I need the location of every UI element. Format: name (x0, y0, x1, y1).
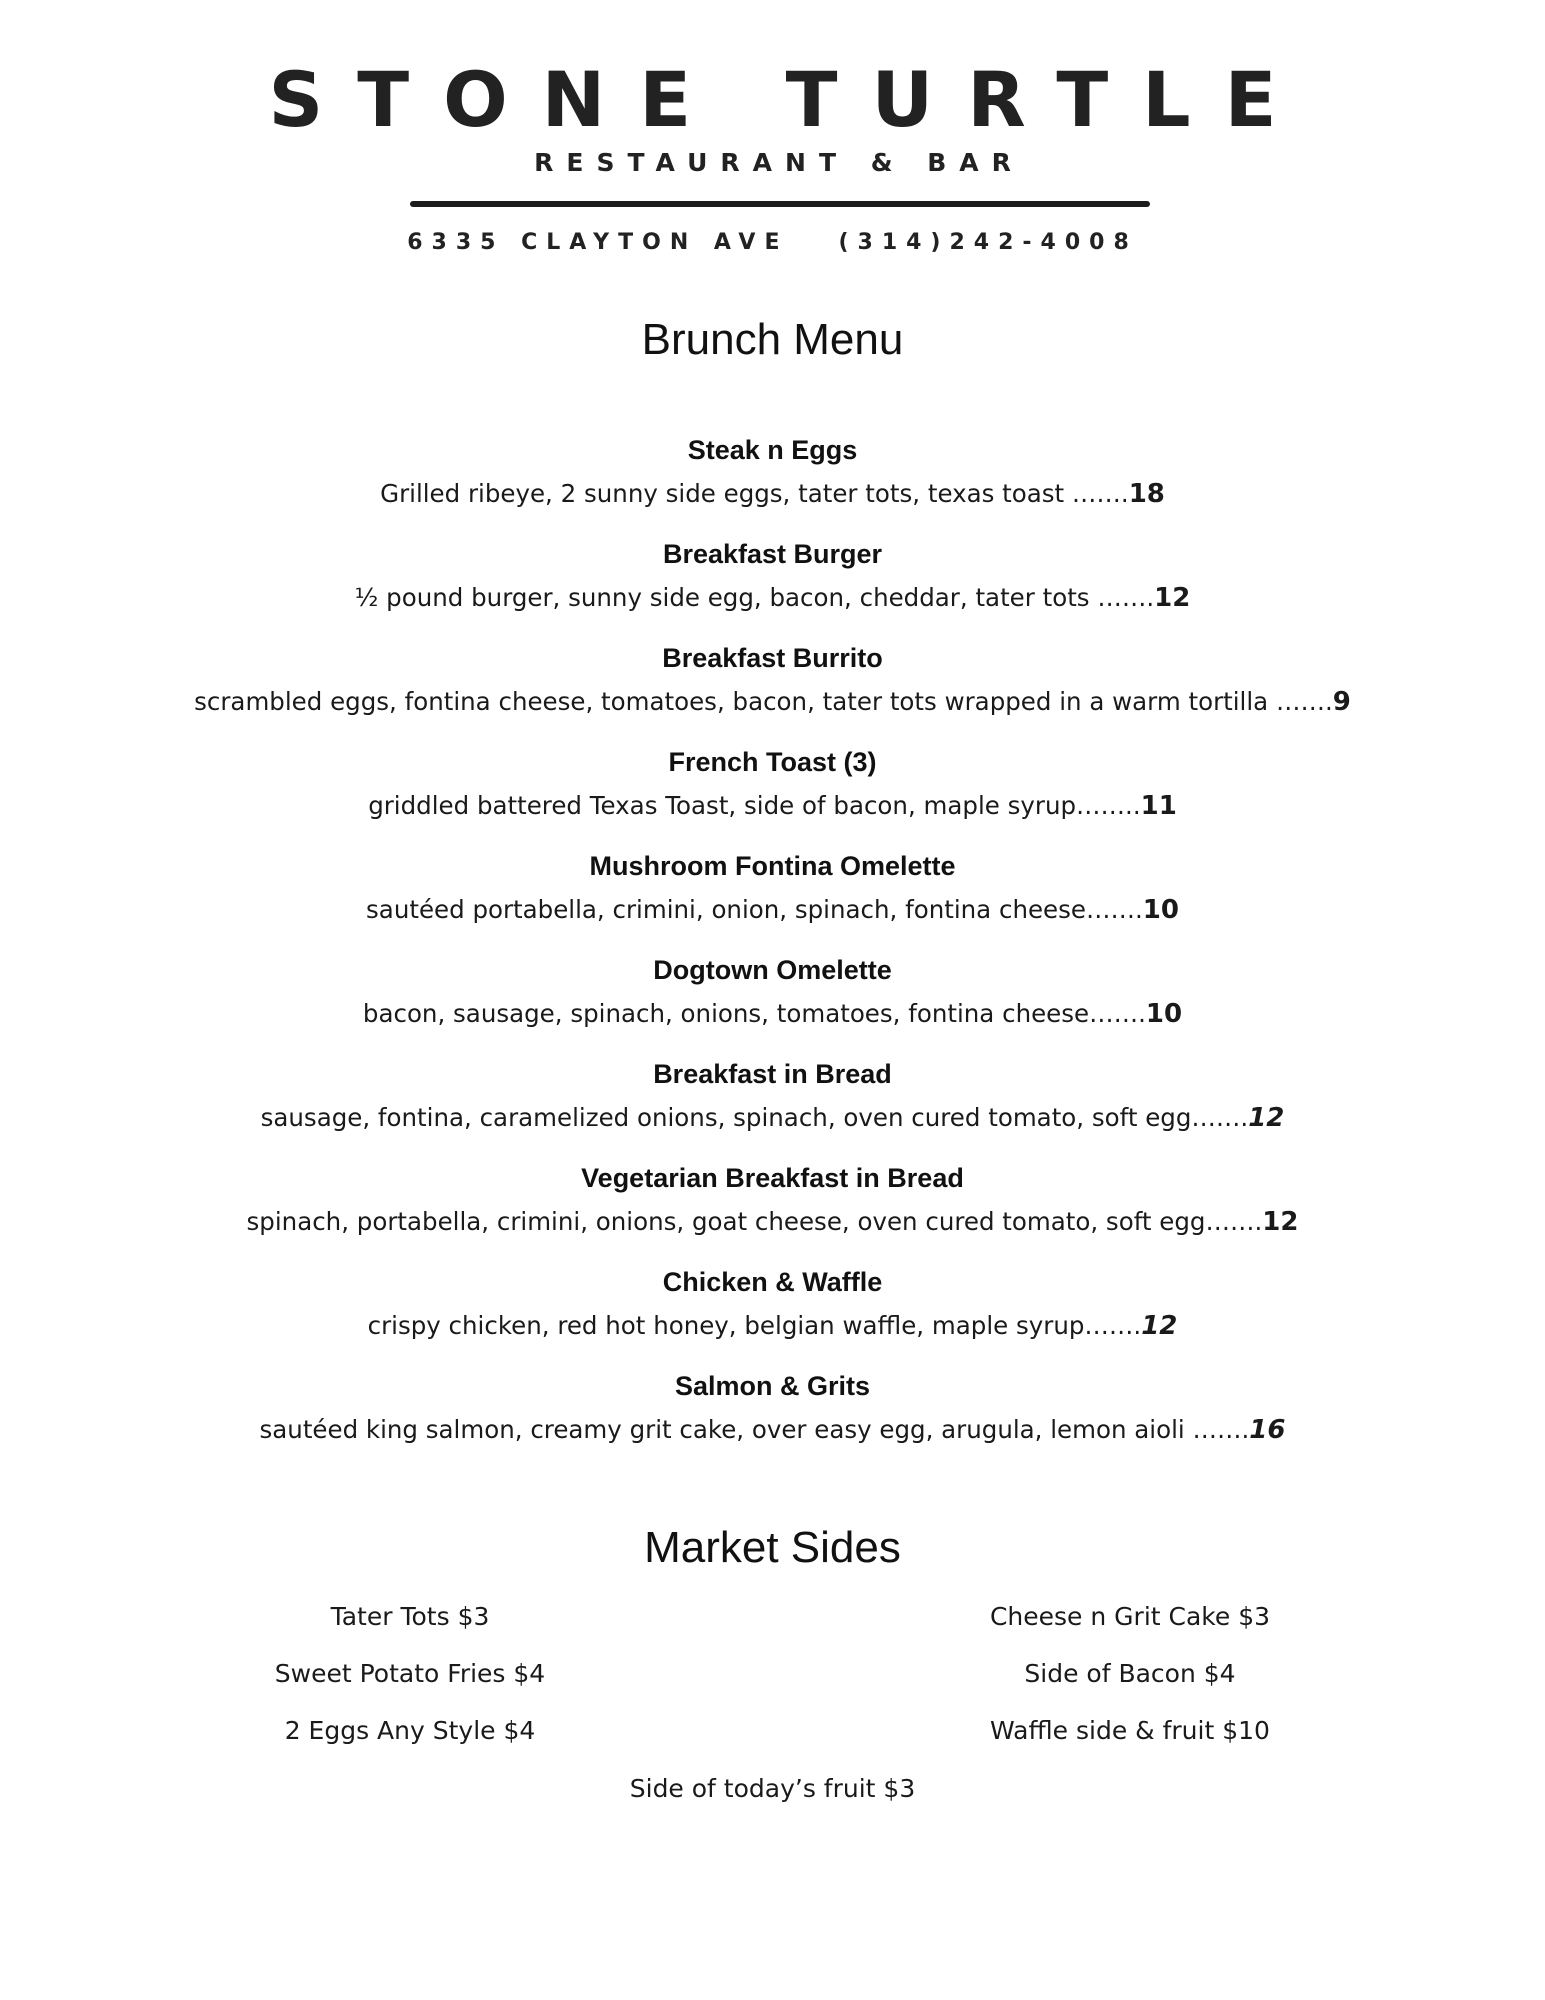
side-item-center: Side of today’s fruit $3 (629, 1774, 916, 1803)
menu-item-price: 11 (1140, 791, 1177, 821)
menu-item-description (0, 893, 1545, 927)
menu-item-price: 10 (1142, 895, 1179, 925)
menu-item-description-text: griddled battered Texas Toast, side of bacon, maple syrup…….. (368, 791, 1141, 820)
menu-item-price: 18 (1128, 479, 1165, 509)
menu-item-description (0, 789, 1545, 823)
menu-item-name: Salmon & Grits (674, 1371, 871, 1401)
menu-item-description-text: sausage, fontina, caramelized onions, spinach, oven cured tomato, soft egg……. (260, 1103, 1249, 1132)
menu-item-description-text: sautéed king salmon, creamy grit cake, over easy egg, arugula, lemon aioli ……. (259, 1415, 1250, 1444)
menu-item-price: 10 (1145, 999, 1183, 1029)
side-item: Side of Bacon $4 (1024, 1659, 1236, 1688)
menu-item-vegetarian-breakfast-in-bread (0, 1161, 1545, 1265)
brunch-menu-title: Brunch Menu (641, 315, 904, 364)
menu-item-price: 12 (1248, 1103, 1285, 1133)
menu-item-french-toast (0, 745, 1545, 849)
side-item: Waffle side & fruit $10 (990, 1716, 1270, 1745)
restaurant-name: STONE TURTLE (268, 55, 1311, 144)
menu-item-name: French Toast (3) (668, 747, 877, 777)
market-sides-right-column (850, 1600, 1410, 1771)
side-item: Sweet Potato Fries $4 (274, 1659, 546, 1688)
menu-item-name: Breakfast in Bread (653, 1059, 892, 1089)
market-sides-left-column (130, 1600, 690, 1771)
menu-item-description-text: crispy chicken, red hot honey, belgian waffle, maple syrup……. (367, 1311, 1142, 1340)
menu-item-description (0, 1309, 1545, 1343)
logo-divider (410, 201, 1150, 207)
menu-item-breakfast-burrito (0, 641, 1545, 745)
menu-item-description (0, 581, 1545, 615)
side-item: Cheese n Grit Cake $3 (989, 1602, 1271, 1631)
menu-item-description-text: Grilled ribeye, 2 sunny side eggs, tater tots, texas toast ……. (380, 479, 1129, 508)
menu-item-description (0, 685, 1545, 719)
menu-item-price: 9 (1332, 687, 1351, 717)
menu-item-price: 12 (1262, 1207, 1299, 1237)
menu-item-dogtown-omelette (0, 953, 1545, 1057)
menu-item-name: Vegetarian Breakfast in Bread (581, 1163, 964, 1193)
menu-item-description (0, 477, 1545, 511)
menu-item-description-text: sautéed portabella, crimini, onion, spinach, fontina cheese……. (366, 895, 1143, 924)
menu-item-description-text: spinach, portabella, crimini, onions, goat cheese, oven cured tomato, soft egg……. (246, 1207, 1263, 1236)
side-item: 2 Eggs Any Style $4 (284, 1716, 536, 1745)
menu-item-name: Chicken & Waffle (662, 1267, 883, 1297)
menu-item-description (0, 1413, 1545, 1447)
menu-item-steak-n-eggs (0, 433, 1545, 537)
side-item: Tater Tots $3 (330, 1602, 490, 1631)
menu-item-description (0, 1101, 1545, 1135)
brunch-menu-list (0, 433, 1545, 1473)
menu-item-description-text: ½ pound burger, sunny side egg, bacon, cheddar, tater tots ……. (354, 583, 1155, 612)
menu-item-price: 16 (1249, 1415, 1286, 1445)
menu-item-mushroom-fontina-omelette (0, 849, 1545, 953)
menu-item-price: 12 (1141, 1311, 1178, 1341)
menu-item-description-text: bacon, sausage, spinach, onions, tomatoes, fontina cheese……. (362, 999, 1146, 1028)
menu-item-breakfast-burger (0, 537, 1545, 641)
menu-item-breakfast-in-bread (0, 1057, 1545, 1161)
menu-item-salmon-and-grits (0, 1369, 1545, 1473)
menu-item-name: Breakfast Burrito (662, 643, 883, 673)
menu-item-description (0, 997, 1545, 1031)
menu-item-description-text: scrambled eggs, fontina cheese, tomatoes, bacon, tater tots wrapped in a warm tortilla ……. (194, 687, 1333, 716)
market-sides-title: Market Sides (644, 1523, 901, 1572)
menu-item-description (0, 1205, 1545, 1239)
restaurant-tagline: RESTAURANT & BAR (534, 148, 1024, 177)
menu-item-price: 12 (1154, 583, 1191, 613)
restaurant-logo-header (0, 0, 1545, 270)
menu-item-name: Breakfast Burger (662, 539, 883, 569)
restaurant-address-phone: 6335 CLAYTON AVE (314)242-4008 (407, 230, 1138, 255)
menu-item-name: Dogtown Omelette (653, 955, 892, 985)
menu-item-name: Steak n Eggs (687, 435, 858, 465)
menu-item-chicken-and-waffle (0, 1265, 1545, 1369)
menu-item-name: Mushroom Fontina Omelette (589, 851, 956, 881)
